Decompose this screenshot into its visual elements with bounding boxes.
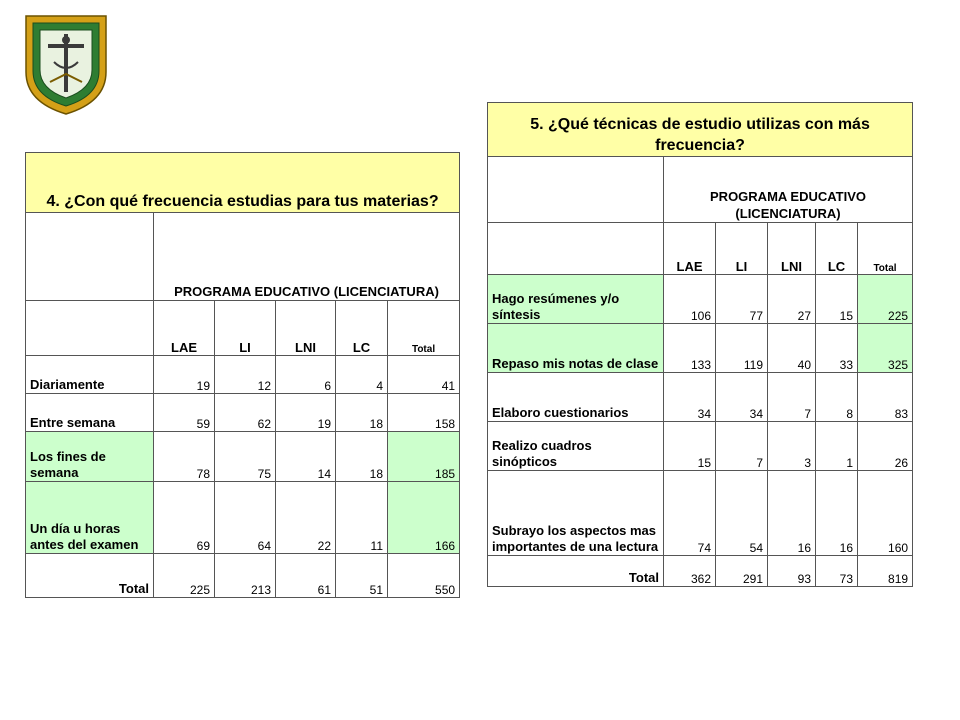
table-row [26,356,460,394]
table1-col-lc: LC [336,301,388,356]
table1-cell: 59 [154,394,215,432]
table1-cell: 158 [388,394,460,432]
table1-cell: 18 [336,394,388,432]
table2-col-li: LI [716,223,768,275]
table1-row-label: Diariamente [26,356,154,394]
table1-cell: 69 [154,482,215,554]
table1-row-label: Los fines de semana [26,432,154,482]
table2-title: 5. ¿Qué técnicas de estudio utilizas con más frecuencia? [488,103,913,157]
table2-col-lc: LC [816,223,858,275]
table1-cell: 550 [388,554,460,598]
table2-corner-cell [488,223,664,275]
table2-total-label: Total [488,556,664,587]
table2-cell: 7 [768,373,816,422]
table2-cell: 34 [716,373,768,422]
table1-title: 4. ¿Con qué frecuencia estudias para tus materias? [26,153,460,213]
table2-cell: 16 [816,471,858,556]
table1-cell: 64 [215,482,276,554]
table2-cell: 7 [716,422,768,471]
table1-cell: 166 [388,482,460,554]
table2-row-label: Realizo cuadros sinópticos [488,422,664,471]
table2-cell: 27 [768,275,816,324]
table1-col-lni: LNI [276,301,336,356]
table1-row-label: Un día u horas antes del examen [26,482,154,554]
table2-row-label: Repaso mis notas de clase [488,324,664,373]
table2-cell: 93 [768,556,816,587]
table1-cell: 11 [336,482,388,554]
table1-cell: 213 [215,554,276,598]
table2-row-label: Hago resúmenes y/o síntesis [488,275,664,324]
table2-cell: 3 [768,422,816,471]
table2-cell: 160 [858,471,913,556]
table2-cell: 83 [858,373,913,422]
table2-cell: 77 [716,275,768,324]
table2-cell: 15 [664,422,716,471]
table2-cell: 16 [768,471,816,556]
table2-program-header: PROGRAMA EDUCATIVO (LICENCIATURA) [664,157,913,223]
table-row [488,275,913,324]
table2-cell: 819 [858,556,913,587]
table1-cell: 61 [276,554,336,598]
table2-cell: 73 [816,556,858,587]
table2-cell: 225 [858,275,913,324]
table-row [26,432,460,482]
table1-cell: 41 [388,356,460,394]
table-row [488,422,913,471]
table2-cell: 119 [716,324,768,373]
table1-corner-cell [26,213,154,301]
table-row [26,554,460,598]
table2-cell: 74 [664,471,716,556]
table2-cell: 34 [664,373,716,422]
table2-cell: 8 [816,373,858,422]
table1-program-header: PROGRAMA EDUCATIVO (LICENCIATURA) [154,213,460,301]
table1-cell: 4 [336,356,388,394]
table1-cell: 12 [215,356,276,394]
table2-corner-cell [488,157,664,223]
table2-cell: 40 [768,324,816,373]
table2-col-lae: LAE [664,223,716,275]
table-row [488,373,913,422]
table1-cell: 62 [215,394,276,432]
table1-total-label: Total [26,554,154,598]
table2-cell: 26 [858,422,913,471]
table1-cell: 14 [276,432,336,482]
table2-cell: 325 [858,324,913,373]
table1-cell: 19 [276,394,336,432]
table1-cell: 22 [276,482,336,554]
table2-cell: 291 [716,556,768,587]
table2-col-lni: LNI [768,223,816,275]
table2-cell: 33 [816,324,858,373]
table1-cell: 75 [215,432,276,482]
table1-row-label: Entre semana [26,394,154,432]
table2-row-label: Elaboro cuestionarios [488,373,664,422]
table2-col-total: Total [858,223,913,275]
table2-cell: 54 [716,471,768,556]
table1-cell: 185 [388,432,460,482]
table1-col-total: Total [388,301,460,356]
study-frequency-table [25,152,460,598]
table2-cell: 362 [664,556,716,587]
table1-cell: 18 [336,432,388,482]
table-row [26,482,460,554]
table-row [488,471,913,556]
table2-cell: 133 [664,324,716,373]
table2-row-label: Subrayo los aspectos mas importantes de una lectura [488,471,664,556]
table-row [488,556,913,587]
table1-col-lae: LAE [154,301,215,356]
table1-cell: 225 [154,554,215,598]
university-shield-crest-icon [24,14,108,116]
table1-cell: 51 [336,554,388,598]
table2-cell: 106 [664,275,716,324]
table1-cell: 6 [276,356,336,394]
table-row [26,394,460,432]
table2-cell: 1 [816,422,858,471]
table2-cell: 15 [816,275,858,324]
study-techniques-table [487,102,913,587]
table1-corner-cell [26,301,154,356]
table1-col-li: LI [215,301,276,356]
table1-cell: 78 [154,432,215,482]
table1-cell: 19 [154,356,215,394]
table-row [488,324,913,373]
